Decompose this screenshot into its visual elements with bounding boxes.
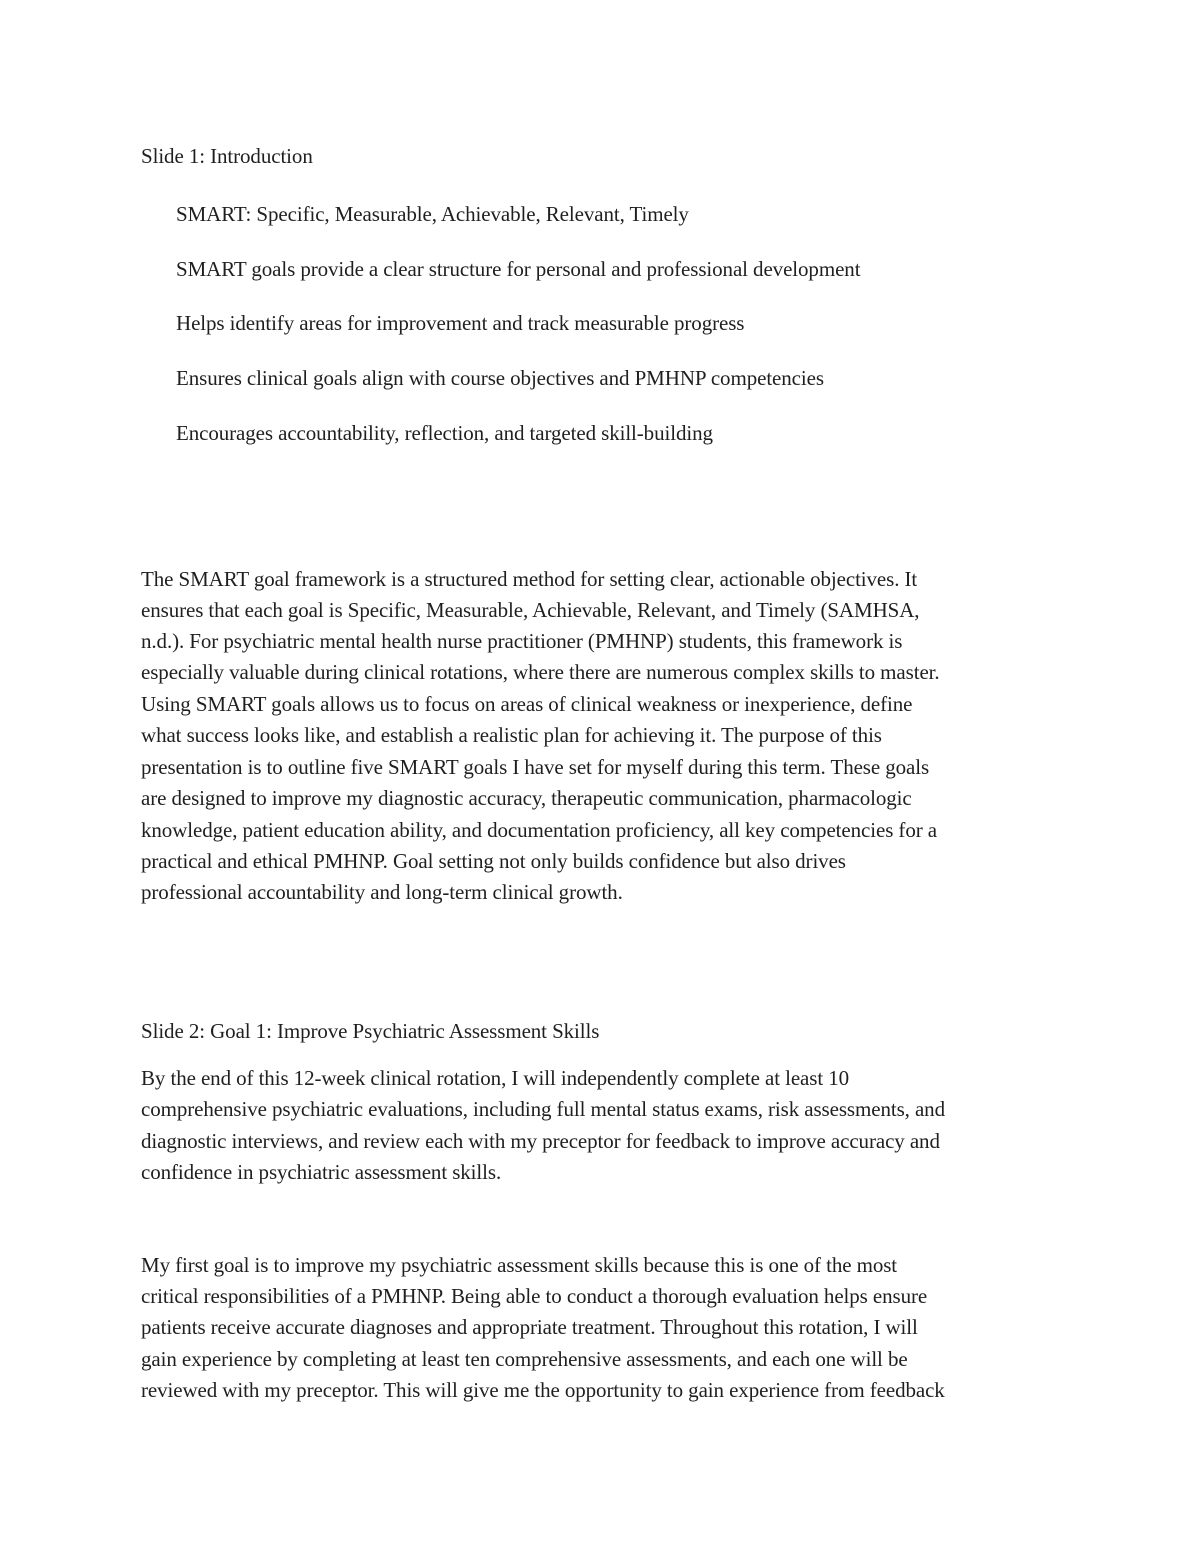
slide1-narrative-line: what success looks like, and establish a realistic plan for achieving it. The purpose of this: [141, 723, 882, 747]
slide2-goal-line: confidence in psychiatric assessment skills.: [141, 1160, 502, 1184]
slide2-goal-line: comprehensive psychiatric evaluations, including full mental status exams, risk assessments, and: [141, 1097, 945, 1121]
slide2-goal-line: By the end of this 12-week clinical rotation, I will independently complete at least 10: [141, 1066, 850, 1090]
slide1-narrative-line: ensures that each goal is Specific, Measurable, Achievable, Relevant, and Timely (SAMHSA,: [141, 598, 920, 622]
slide1-narrative-line: presentation is to outline five SMART goals I have set for myself during this term. These goals: [141, 755, 930, 779]
slide1-narrative-line: professional accountability and long-term clinical growth.: [141, 880, 623, 904]
slide2-narrative-line: patients receive accurate diagnoses and appropriate treatment. Throughout this rotation, I will: [141, 1315, 918, 1339]
slide1-bullet-4: Ensures clinical goals align with course objectives and PMHNP competencies: [176, 366, 824, 390]
slide2-narrative-line: My first goal is to improve my psychiatric assessment skills because this is one of the most: [141, 1253, 898, 1277]
slide2-goal-line: diagnostic interviews, and review each with my preceptor for feedback to improve accuracy and: [141, 1129, 940, 1153]
slide1-bullet-3: Helps identify areas for improvement and track measurable progress: [176, 311, 745, 335]
slide1-narrative-line: practical and ethical PMHNP. Goal setting not only builds confidence but also drives: [141, 849, 846, 873]
slide1-heading: Slide 1: Introduction: [141, 144, 313, 168]
slide1-bullet-5: Encourages accountability, reflection, and targeted skill-building: [176, 421, 713, 445]
slide1-narrative-line: especially valuable during clinical rotations, where there are numerous complex skills to master.: [141, 660, 940, 684]
slide1-bullet-2: SMART goals provide a clear structure for personal and professional development: [176, 257, 861, 281]
slide1-narrative-line: knowledge, patient education ability, and documentation proficiency, all key competencies for a: [141, 818, 937, 842]
slide1-narrative-line: n.d.). For psychiatric mental health nurse practitioner (PMHNP) students, this framework is: [141, 629, 903, 653]
slide1-bullet-1: SMART: Specific, Measurable, Achievable, Relevant, Timely: [176, 202, 689, 226]
slide2-narrative-line: reviewed with my preceptor. This will give me the opportunity to gain experience from feedback: [141, 1378, 945, 1402]
slide2-narrative-line: critical responsibilities of a PMHNP. Being able to conduct a thorough evaluation helps ensure: [141, 1284, 928, 1308]
slide1-narrative-line: The SMART goal framework is a structured method for setting clear, actionable objectives. It: [141, 567, 918, 591]
slide2-heading: Slide 2: Goal 1: Improve Psychiatric Assessment Skills: [141, 1019, 600, 1043]
slide2-narrative-line: gain experience by completing at least ten comprehensive assessments, and each one will be: [141, 1347, 908, 1371]
slide1-narrative-line: Using SMART goals allows us to focus on areas of clinical weakness or inexperience, define: [141, 692, 913, 716]
slide1-narrative-line: are designed to improve my diagnostic accuracy, therapeutic communication, pharmacologic: [141, 786, 912, 810]
